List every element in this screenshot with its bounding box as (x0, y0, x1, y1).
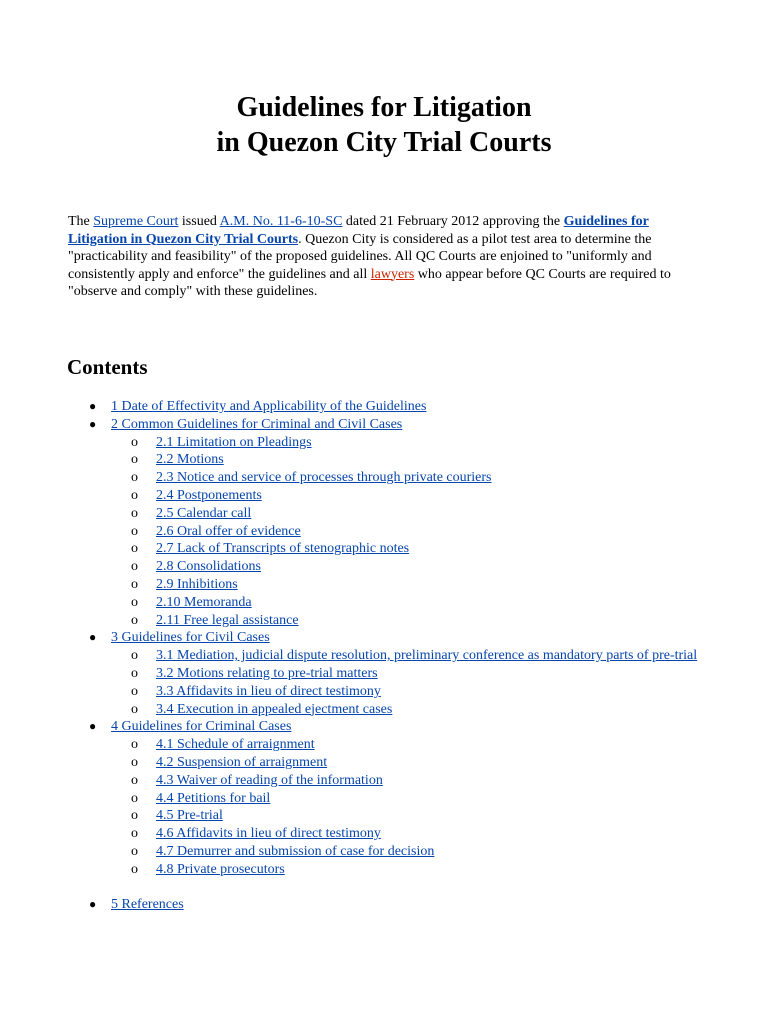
circle-bullet-icon: o (131, 523, 138, 539)
circle-bullet-icon: o (131, 576, 138, 592)
toc-sublist (111, 736, 728, 878)
toc-item (88, 398, 728, 416)
toc-subitem (111, 558, 736, 576)
toc-item (88, 896, 728, 914)
contents-heading: Contents (67, 355, 148, 379)
circle-bullet-icon: o (131, 737, 138, 753)
toc-subitem (111, 594, 736, 612)
toc-sublink[interactable]: 2.1 Limitation on Pleadings (156, 434, 312, 450)
circle-bullet-icon: o (131, 754, 138, 770)
am-number-link[interactable]: A.M. No. 11-6-10-SC (219, 214, 343, 229)
toc-sublink[interactable]: 4.5 Pre-trial (156, 808, 223, 824)
toc-subitem (111, 683, 736, 701)
circle-bullet-icon: o (131, 665, 138, 681)
toc-sublink[interactable]: 2.9 Inhibitions (156, 576, 238, 592)
circle-bullet-icon: o (131, 826, 138, 842)
bullet-icon: ● (89, 399, 97, 413)
toc-subitem (111, 790, 736, 808)
toc-sublink[interactable]: 2.4 Postponements (156, 487, 262, 503)
toc-subitem (111, 523, 736, 541)
intro-text-5: who appear before QC Courts are required to "observe and comply" with these guidelines. (68, 266, 671, 299)
toc-item (88, 629, 728, 718)
bullet-icon: ● (89, 896, 97, 911)
toc-link[interactable]: 2 Common Guidelines for Criminal and Civil Cases (111, 416, 403, 432)
circle-bullet-icon: o (131, 612, 138, 628)
toc-sublink[interactable]: 3.1 Mediation, judicial dispute resolution, preliminary conference as mandatory parts of pre-trial (156, 648, 698, 664)
toc-link[interactable]: 4 Guidelines for Criminal Cases (111, 719, 292, 735)
page-title (0, 90, 768, 160)
toc-subitem (111, 843, 736, 861)
toc-sublink[interactable]: 2.10 Memoranda (156, 594, 252, 610)
toc-subitem (111, 612, 736, 630)
circle-bullet-icon: o (131, 541, 138, 557)
toc-subitem (111, 665, 736, 683)
circle-bullet-icon: o (131, 701, 138, 717)
toc-subitem (111, 754, 736, 772)
toc-sublink[interactable]: 2.5 Calendar call (156, 505, 252, 521)
circle-bullet-icon: o (131, 559, 138, 575)
table-of-contents (88, 398, 728, 913)
toc-subitem (111, 736, 736, 754)
bullet-icon: ● (89, 416, 97, 431)
toc-sublink[interactable]: 4.1 Schedule of arraignment (156, 737, 315, 753)
toc-sublink[interactable]: 4.8 Private prosecutors (156, 861, 285, 877)
circle-bullet-icon: o (131, 434, 138, 450)
circle-bullet-icon: o (131, 452, 138, 468)
toc-sublink[interactable]: 2.8 Consolidations (156, 559, 262, 575)
toc-sublink[interactable]: 2.6 Oral offer of evidence (156, 523, 301, 539)
circle-bullet-icon: o (131, 505, 138, 521)
supreme-court-link[interactable]: Supreme Court (93, 214, 179, 229)
toc-subitem (111, 469, 736, 487)
toc-subitem (111, 487, 736, 505)
toc-spacer (88, 879, 728, 896)
toc-subitem (111, 451, 736, 469)
toc-sublink[interactable]: 2.7 Lack of Transcripts of stenographic notes (156, 541, 410, 557)
circle-bullet-icon: o (131, 470, 138, 486)
toc-subitem (111, 807, 736, 825)
toc-sublink[interactable]: 2.3 Notice and service of processes through private couriers (156, 470, 492, 486)
toc-sublink[interactable]: 4.4 Petitions for bail (156, 790, 271, 806)
lawyers-link[interactable]: lawyers (370, 266, 415, 282)
toc-sublist (111, 434, 728, 630)
intro-paragraph (68, 213, 698, 301)
circle-bullet-icon: o (131, 843, 138, 859)
circle-bullet-icon: o (131, 808, 138, 824)
toc-sublink[interactable]: 2.2 Motions (156, 452, 224, 468)
toc-subitem (111, 540, 736, 558)
toc-subitem (111, 825, 736, 843)
toc-link[interactable]: 1 Date of Effectivity and Applicability of the Guidelines (111, 399, 427, 414)
guidelines-link[interactable]: Guidelines for Litigation in Quezon City Trial Courts (68, 214, 649, 247)
toc-subitem (111, 701, 736, 719)
intro-text-2: issued (178, 214, 220, 229)
toc-subitem (111, 647, 736, 665)
toc-item (88, 718, 728, 878)
intro-text-4: . Quezon City is considered as a pilot test area to determine the "practicability and feasibility" of the proposed guidelines. All QC Courts are enjoined to "uniformly and consistently apply and enforce" the guidelines and all (68, 231, 652, 282)
toc-sublink[interactable]: 4.7 Demurrer and submission of case for decision (156, 843, 435, 859)
intro-text-1: The (68, 214, 94, 229)
title-line-1: Guidelines for Litigation (236, 92, 532, 123)
circle-bullet-icon: o (131, 861, 138, 877)
intro-text-3: dated 21 February 2012 approving the (342, 214, 564, 229)
toc-subitem (111, 576, 736, 594)
bullet-icon: ● (89, 630, 97, 645)
toc-sublist (111, 647, 728, 718)
circle-bullet-icon: o (131, 772, 138, 788)
circle-bullet-icon: o (131, 648, 138, 664)
toc-sublink[interactable]: 4.2 Suspension of arraignment (156, 754, 328, 770)
toc-sublink[interactable]: 3.3 Affidavits in lieu of direct testimony (156, 683, 381, 699)
toc-sublink[interactable]: 4.6 Affidavits in lieu of direct testimony (156, 826, 381, 842)
circle-bullet-icon: o (131, 683, 138, 699)
toc-subitem (111, 861, 736, 879)
title-line-2: in Quezon City Trial Courts (216, 127, 552, 158)
toc-sublink[interactable]: 4.3 Waiver of reading of the information (156, 772, 383, 788)
circle-bullet-icon: o (131, 790, 138, 806)
toc-subitem (111, 772, 736, 790)
toc-link[interactable]: 5 References (111, 896, 184, 912)
circle-bullet-icon: o (131, 487, 138, 503)
circle-bullet-icon: o (131, 594, 138, 610)
toc-item (88, 416, 728, 630)
bullet-icon: ● (89, 719, 97, 734)
toc-subitem (111, 505, 736, 523)
toc-sublink[interactable]: 2.11 Free legal assistance (156, 612, 299, 628)
toc-sublink[interactable]: 3.4 Execution in appealed ejectment cases (156, 701, 393, 717)
toc-subitem (111, 434, 736, 452)
toc-sublink[interactable]: 3.2 Motions relating to pre-trial matters (156, 665, 378, 681)
toc-link[interactable]: 3 Guidelines for Civil Cases (111, 630, 270, 646)
